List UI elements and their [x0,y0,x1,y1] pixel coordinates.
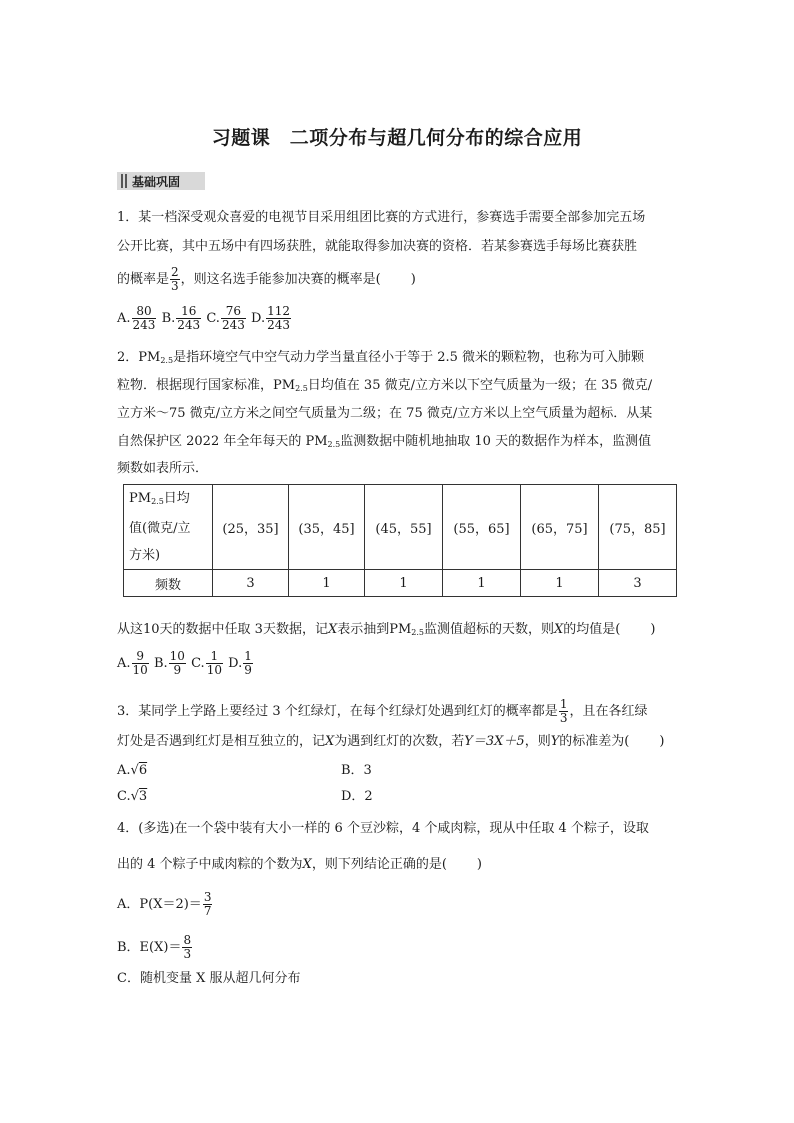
option-d: D. $\frac{112}{243}$ [250,304,290,332]
q4-line2: 出的 4 个粽子中咸肉粽的个数为X，则下列结论正确的是( ) [117,857,482,872]
table-count-cell: 1 [521,570,599,597]
q1-text: 的概率是 [117,272,170,287]
q3-option-d: D．2 [341,789,373,804]
option-c: C. $\frac{1}{10}$ [191,649,222,677]
q2-line4: 自然保护区 2022 年全年每天的 $PM_{2.5}$监测数据中随机地抽取 10 天的数据作为样本，监测值 [117,434,652,449]
q1-text: ，则这名选手能参加决赛的概率是( [180,272,381,287]
q4-option-a: A．P(X＝2)＝ $\frac{3}{7}$ [117,890,212,918]
q2-options [117,650,254,677]
q3-line1: 3．某同学上学路上要经过 3 个红绿灯，在每个红绿灯处遇到红灯的概率都是 $\frac{1}{3}$ ，且在各红绿 [117,697,648,725]
section-tag-label: 基础巩固 [132,175,181,189]
tag-bar-icon [121,174,123,188]
q3-line2: 灯处是否遇到红灯是相互独立的，记X为遇到红灯的次数，若Y＝3X＋5，则Y的标准差为( ) [117,734,665,749]
q2-line3: 立方米～75 微克/立方米之间空气质量为二级；在 75 微克/立方米以上空气质量为超标．从某 [117,406,653,421]
q1-line2: 公开比赛，其中五场中有四场获胜，就能取得参加决赛的资格．若某参赛选手每场比赛获胜 [117,239,638,254]
page-title: 习题课 二项分布与超几何分布的综合应用 [211,127,583,149]
table-count-cell: 1 [365,570,443,597]
table-range-cell: (75，85] [599,485,677,570]
q4-line1: 4．(多选)在一个袋中装有大小一样的 6 个豆沙粽，4 个咸肉粽，现从中任取 4 个粽子，设取 [117,821,649,836]
tag-bar-icon [125,174,127,188]
q3-option-c: C.√3 [117,789,148,804]
option-b: B. $\frac{16}{243}$ [161,304,201,332]
table-count-cell: 1 [443,570,521,597]
table-count-cell: 3 [213,570,289,597]
frequency-table [123,484,677,597]
table-row [124,570,677,597]
q1-options [117,305,292,332]
table-row-label: 频数 [124,570,213,597]
table-range-cell: (65，75] [521,485,599,570]
q2-line5: 频数如表所示． [117,461,209,476]
q3-option-a: A.√6 [117,763,148,778]
q3-option-b: B．3 [341,763,372,778]
table-header-cell: $PM_{2.5}$日均 值(微克/立 方米) [124,485,213,570]
table-count-cell: 1 [289,570,365,597]
section-tag [117,172,205,190]
option-a: A. $\frac{80}{243}$ [117,304,156,332]
table-range-cell: (45，55] [365,485,443,570]
option-b: B. $\frac{10}{9}$ [153,649,185,677]
q2-line2: 粒物．根据现行国家标准，$PM_{2.5}$日均值在 35 微克/立方米以下空气质量为一级；在 35 微克/ [117,378,653,393]
table-range-cell: (55，65] [443,485,521,570]
q4-option-c: C．随机变量 X 服从超几何分布 [117,971,301,986]
q4-option-b: B．E(X)＝ $\frac{8}{3}$ [117,933,192,961]
fraction: $\frac{2}{3}$ [171,265,179,293]
q1-close: ) [410,272,416,287]
option-d: D. $\frac{1}{9}$ [228,649,252,677]
table-range-cell: (25，35] [213,485,289,570]
q2-after-table: 从这10天的数据中任取 3天数据，记X表示抽到$PM_{2.5}$监测值超标的天数，则X的均值是( ) [117,622,656,637]
option-c: C. $\frac{76}{243}$ [206,304,245,332]
q1-line1: 1．某一档深受观众喜爱的电视节目采用组团比赛的方式进行，参赛选手需要全部参加完五场 [117,210,646,225]
table-range-cell: (35，45] [289,485,365,570]
table-count-cell: 3 [599,570,677,597]
table-row [124,485,677,570]
q2-line1: 2．$PM_{2.5}$是指环境空气中空气动力学当量直径小于等于 2.5 微米的颗粒物，也称为可入肺颗 [117,350,645,365]
q1-line3 [117,266,416,293]
option-a: A. $\frac{9}{10}$ [117,649,148,677]
